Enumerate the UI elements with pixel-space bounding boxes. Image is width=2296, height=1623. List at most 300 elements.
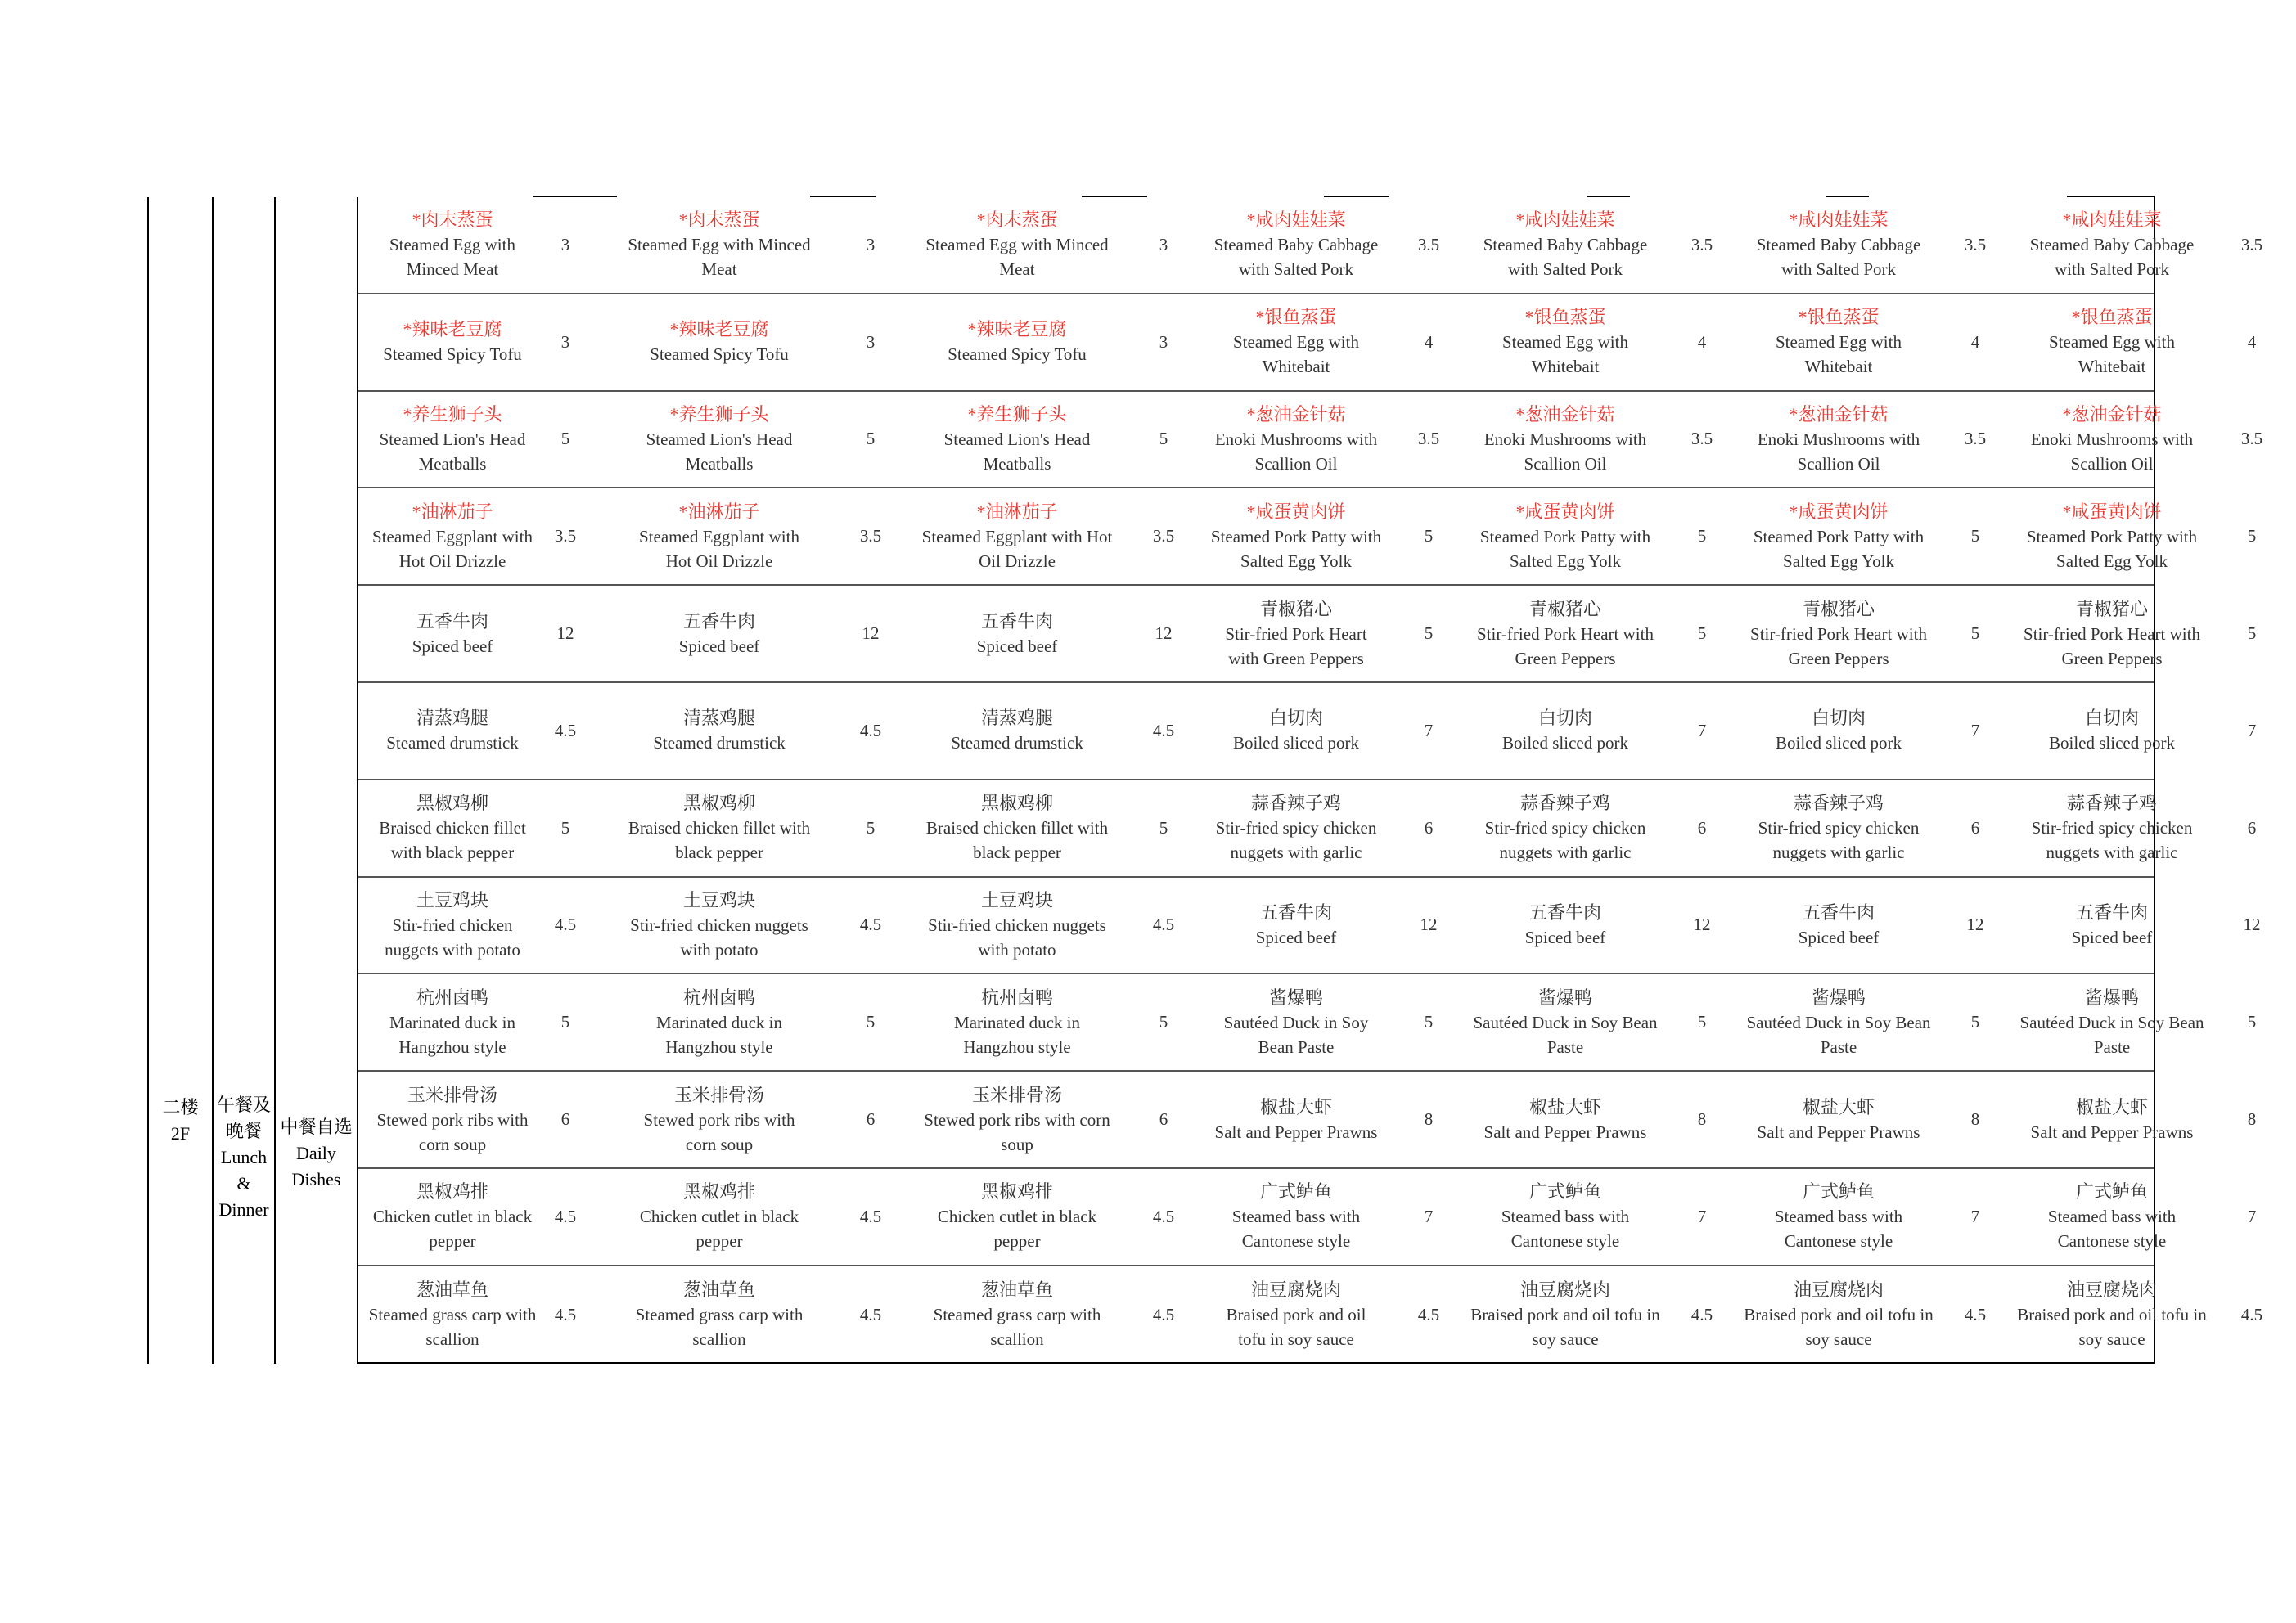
table-row [358,780,2257,878]
dish-name-en: Paste [2093,1036,2131,1057]
dish-name-en: Steamed Egg with Minced [628,235,811,255]
dish-price: 4.5 [554,1304,577,1324]
dish-price: 7 [1970,1206,1980,1226]
dish-name-en: Meatballs [685,453,754,474]
dish-price: 5 [560,1012,570,1032]
dish-price: 4.5 [1152,915,1175,935]
dish-name-en: Steamed Egg with Minced [925,235,1109,255]
dish-cell [1180,488,1412,584]
dish-name-zh: 葱油草鱼 [416,1279,488,1301]
dish-name-en: Scallion Oil [1254,453,1338,474]
dish-cell [584,974,854,1070]
dish-name-en: corn soup [685,1134,754,1154]
dish-price: 4.5 [1417,1304,1440,1324]
dish-cell [358,586,547,681]
dish-cell [1992,1169,2232,1265]
dish-price: 4 [1697,331,1707,352]
dish-cell [1180,197,1412,293]
dish-cell [1718,392,1959,488]
dish-price: 3.5 [2240,429,2263,449]
dish-cell [1992,488,2232,584]
dish-name-zh: 油豆腐烧肉 [2066,1279,2157,1301]
dish-price: 12 [556,623,574,644]
dish-price: 7 [1697,720,1707,740]
dish-name-en: with Salted Pork [1239,259,1353,280]
dish-cell [1992,1072,2232,1167]
dish-name-en: Steamed Pork Patty with [1479,526,1651,546]
dish-name-en: Green Peppers [1515,648,1616,668]
dish-name-en: Spiced beef [976,636,1058,656]
dish-name-en: Paste [1820,1036,1857,1057]
table-row [358,586,2257,683]
dish-price: 4.5 [554,1206,577,1226]
dish-price: 5 [1159,817,1168,838]
dish-cell [1718,1072,1959,1167]
category-label-en2: Dishes [291,1169,341,1189]
dish-name-zh: *葱油金针菇 [1789,403,1889,425]
dish-price: 12 [1155,623,1173,644]
dish-price: 12 [2243,915,2261,935]
dish-price: 5 [1697,623,1707,644]
dish-cell [1445,586,1686,681]
dish-price: 5 [2247,1012,2257,1032]
dish-cell [1445,1169,1686,1265]
meal-label [214,1088,274,1227]
dish-name-en: pepper [993,1231,1041,1252]
dish-price: 3 [560,331,570,352]
dish-name-zh: 椒盐大虾 [1259,1096,1332,1117]
dish-name-zh: *油淋茄子 [678,501,760,522]
dish-price: 5 [1970,1012,1980,1032]
dish-name-en: Sautéed Duck in Soy Bean [1746,1012,1931,1032]
dish-cell [887,1072,1147,1167]
dish-name-en: Spiced beef [412,636,493,656]
dish-name-zh: *葱油金针菇 [2062,403,2162,425]
table-row [358,878,2261,975]
dish-price: 6 [560,1109,570,1130]
dish-cell [584,780,854,876]
dish-cell [1718,683,1959,779]
dish-name-zh: 广式鲈鱼 [1259,1181,1332,1203]
dish-name-zh: 五香牛肉 [2075,901,2148,923]
dish-cell [1445,197,1686,293]
dish-name-zh: 白切肉 [2084,708,2139,729]
dish-name-en: Steamed Baby Cabbage [1483,235,1648,255]
dish-name-en: with potato [680,939,759,960]
dish-cell [1992,586,2232,681]
dish-name-en: Whitebait [1531,357,1600,377]
dish-cell [358,392,547,488]
dish-name-en: Steamed grass carp with [933,1305,1101,1325]
dish-name-en: nuggets with garlic [2046,843,2178,863]
dish-cell [887,294,1147,390]
dish-name-zh: 黑椒鸡排 [416,1181,488,1203]
dish-name-zh: *银鱼蒸蛋 [1798,307,1880,328]
dish-cell [887,780,1147,876]
dish-name-en: Stir-fried spicy chicken [1484,818,1646,838]
dish-name-en: Enoki Mushrooms with [1483,429,1647,449]
dish-name-en: corn soup [418,1134,487,1154]
dish-name-zh: 青椒猪心 [1528,598,1601,619]
dish-name-en: Steamed Lion's Head [646,429,793,449]
dish-name-en: Steamed bass with [1501,1207,1630,1227]
table-row [358,974,2257,1072]
dish-cell [1718,780,1959,876]
dish-cell [1992,878,2232,973]
dish-price: 4.5 [554,915,577,935]
meal-label-en1: Lunch [220,1147,268,1167]
dish-price: 3.5 [1964,429,1987,449]
category-label-zh: 中餐自选 [280,1117,353,1137]
dish-name-zh: 玉米排骨汤 [407,1084,497,1105]
dish-name-en: Spiced beef [1798,927,1880,947]
dish-name-en: Steamed Pork Patty with [1210,526,1382,546]
dish-name-en: Enoki Mushrooms with [1214,429,1378,449]
dish-price: 5 [866,817,876,838]
dish-name-zh: 五香牛肉 [980,610,1053,632]
dish-name-en: Oil Drizzle [979,551,1056,571]
dish-price: 3 [1159,331,1168,352]
dish-cell [1992,392,2232,488]
dish-price: 6 [2247,817,2257,838]
dish-cell [887,974,1147,1070]
dish-cell [1992,683,2232,779]
dish-name-en: Salted Egg Yolk [1240,551,1352,571]
dish-name-zh: *油淋茄子 [412,501,493,522]
dish-name-en: Hangzhou style [665,1036,773,1057]
dish-name-zh: *葱油金针菇 [1246,403,1346,425]
dish-name-zh: 蒜香辣子鸡 [2066,793,2157,814]
dish-name-en: with black pepper [390,843,515,863]
dish-price: 6 [1970,817,1980,838]
dish-name-en: Hangzhou style [963,1036,1071,1057]
dish-name-en: Salt and Pepper Prawns [1757,1122,1920,1142]
dish-price: 3.5 [554,526,577,546]
dish-name-en: pepper [696,1231,743,1252]
dish-name-en: Braised pork and oil tofu in [2017,1305,2207,1325]
dish-name-zh: 酱爆鸭 [1811,987,1866,1008]
dish-cell [1180,974,1412,1070]
dish-name-zh: *辣味老豆腐 [403,319,502,340]
dish-price: 7 [2247,1206,2257,1226]
category-label [276,1113,357,1194]
dish-cell [584,1072,854,1167]
dish-cell [1180,878,1412,973]
dish-name-en: Spiced beef [2071,927,2153,947]
dish-cell [584,586,854,681]
dish-price: 12 [862,623,880,644]
dish-price: 5 [1424,623,1434,644]
dish-name-zh: *油淋茄子 [976,501,1058,522]
dish-name-en: Hot Oil Drizzle [398,551,506,571]
dish-name-en: with Salted Pork [1508,259,1623,280]
dish-name-en: scallion [425,1329,479,1350]
dish-cell [1445,683,1686,779]
dish-cell [1718,1266,1959,1364]
dish-name-en: Steamed grass carp with [368,1305,537,1325]
dish-name-zh: 土豆鸡块 [416,889,488,910]
dish-name-zh: *葱油金针菇 [1515,403,1615,425]
dish-cell [1992,294,2232,390]
dish-name-en: Stir-fried Pork Heart with [2024,623,2200,644]
dish-name-en: nuggets with garlic [1499,843,1632,863]
dish-price: 5 [1970,623,1980,644]
dish-price: 3.5 [1690,234,1713,254]
dish-name-en: black pepper [675,843,763,863]
dish-cell [1992,1266,2232,1364]
dish-name-en: Marinated duck in [954,1012,1080,1032]
dish-name-en: Stir-fried Pork Heart with [1477,623,1654,644]
dish-name-zh: 椒盐大虾 [2075,1096,2148,1117]
dish-name-en: Boiled sliced pork [2049,733,2175,753]
dish-name-en: Meatballs [983,453,1051,474]
dish-name-zh: 黑椒鸡排 [980,1181,1053,1203]
dish-name-zh: *养生狮子头 [403,403,502,425]
dish-price: 3 [866,331,876,352]
dish-name-en: with Salted Pork [2055,259,2169,280]
dish-name-zh: 蒜香辣子鸡 [1250,793,1341,814]
dish-name-en: Braised pork and oil [1226,1305,1366,1325]
dish-cell [1718,294,1959,390]
dish-cell [584,392,854,488]
dish-name-zh: 五香牛肉 [416,610,488,632]
dish-cell [358,197,547,293]
dish-name-en: Steamed Lion's Head [379,429,526,449]
dish-name-en: Spiced beef [1524,927,1606,947]
dish-cell [358,1169,547,1265]
dish-name-en: Steamed Egg with [1502,332,1628,353]
dish-cell [1992,197,2232,293]
dish-name-en: Steamed Egg with [1233,332,1359,353]
dish-name-zh: 青椒猪心 [1802,598,1875,619]
dish-price: 4.5 [2240,1304,2263,1324]
dish-cell [358,1266,547,1364]
dish-name-en: nuggets with garlic [1772,843,1905,863]
dish-cell [1718,1169,1959,1265]
dish-name-en: Salt and Pepper Prawns [1483,1122,1647,1142]
dish-cell [1180,392,1412,488]
dish-name-zh: 五香牛肉 [682,610,755,632]
dish-name-en: Steamed Egg with [389,235,515,255]
dish-name-en: Whitebait [1262,357,1330,377]
dish-name-en: Salted Egg Yolk [2056,551,2168,571]
dish-name-en: Chicken cutlet in black [937,1207,1097,1227]
dish-name-en: Sautéed Duck in Soy [1223,1012,1369,1032]
dish-name-zh: 广式鲈鱼 [1528,1181,1601,1203]
dish-name-en: Cantonese style [1784,1231,1893,1252]
dish-cell [1180,294,1412,390]
dish-cell [887,488,1147,584]
dish-name-en: soy sauce [2078,1329,2145,1350]
dish-price: 3 [560,234,570,254]
dish-price: 4.5 [1152,1206,1175,1226]
dish-name-zh: 黑椒鸡柳 [682,793,755,814]
dish-name-en: Steamed Eggplant with [372,526,533,546]
dish-name-en: Chicken cutlet in black [372,1207,533,1227]
dish-name-en: Cantonese style [1241,1231,1351,1252]
meal-label-zh1: 午餐及 [216,1095,271,1115]
dish-name-en: Scallion Oil [1797,453,1880,474]
dish-name-zh: 广式鲈鱼 [1802,1181,1875,1203]
dish-price: 3.5 [1690,429,1713,449]
dish-name-zh: 广式鲈鱼 [2075,1181,2148,1203]
dish-name-en: Stir-fried chicken nuggets [928,915,1106,935]
dish-name-zh: 蒜香辣子鸡 [1793,793,1884,814]
dish-name-zh: 油豆腐烧肉 [1519,1279,1610,1301]
dish-price: 12 [1693,915,1711,935]
dish-name-zh: *养生狮子头 [967,403,1067,425]
dish-price: 4 [2247,331,2257,352]
dish-cell [584,294,854,390]
dish-name-zh: *养生狮子头 [669,403,769,425]
dish-name-zh: 土豆鸡块 [980,889,1053,910]
dish-name-en: Spiced beef [1255,927,1337,947]
dish-name-en: soy sauce [1532,1329,1599,1350]
dish-name-en: Minced Meat [406,259,499,280]
dish-name-en: Sautéed Duck in Soy Bean [1473,1012,1658,1032]
dish-name-en: nuggets with potato [385,939,520,960]
dish-cell [358,878,547,973]
dish-price: 4 [1970,331,1980,352]
dish-price: 12 [1966,915,1984,935]
left-border-rule [147,197,149,1364]
dish-name-zh: *咸肉娃娃菜 [1515,209,1615,231]
table-row [358,197,2263,294]
dish-price: 8 [1697,1109,1707,1130]
dish-name-en: Braised chicken fillet with [925,818,1109,838]
dish-name-zh: 玉米排骨汤 [971,1084,1062,1105]
dish-name-en: Steamed Baby Cabbage [2029,235,2195,255]
dish-name-zh: 玉米排骨汤 [673,1084,764,1105]
dish-price: 7 [1424,1206,1434,1226]
dish-price: 7 [1970,720,1980,740]
dish-price: 4.5 [859,1304,882,1324]
dish-cell [887,683,1147,779]
dish-name-en: Steamed bass with [1231,1207,1361,1227]
dish-price: 6 [1159,1109,1168,1130]
dish-price: 3 [866,234,876,254]
dish-name-en: Stir-fried chicken nuggets [630,915,808,935]
dish-cell [358,974,547,1070]
dish-name-en: Hot Oil Drizzle [665,551,773,571]
dish-name-en: Steamed Eggplant with [639,526,799,546]
dish-name-en: Braised pork and oil tofu in [1470,1305,1660,1325]
dish-name-zh: 青椒猪心 [1259,598,1332,619]
dish-name-en: Boiled sliced pork [1502,733,1628,753]
dish-name-en: with Green Peppers [1228,648,1364,668]
dish-cell [1992,780,2232,876]
meal-label-zh2: 晚餐 [225,1121,262,1141]
dish-name-zh: *咸蛋黄肉饼 [1515,501,1615,522]
dish-name-zh: *肉末蒸蛋 [412,209,493,231]
dish-name-zh: 杭州卤鸭 [416,987,488,1008]
dish-cell [1718,197,1959,293]
dish-name-en: scallion [990,1329,1044,1350]
dish-price: 5 [2247,623,2257,644]
dish-name-en: Salt and Pepper Prawns [1214,1122,1378,1142]
dish-name-zh: *银鱼蒸蛋 [2071,307,2153,328]
dish-name-zh: 椒盐大虾 [1528,1096,1601,1117]
dish-cell [1445,780,1686,876]
dish-name-en: Stir-fried Pork Heart with [1750,623,1927,644]
dish-price: 4.5 [1152,720,1175,740]
dish-price: 8 [2247,1109,2257,1130]
dish-name-en: Paste [1546,1036,1584,1057]
dish-name-zh: *肉末蒸蛋 [976,209,1058,231]
dish-name-en: Steamed Egg with [1776,332,1902,353]
dish-name-en: Steamed Egg with [2049,332,2175,353]
dish-price: 5 [1424,1012,1434,1032]
dish-name-en: Salted Egg Yolk [1510,551,1621,571]
table-row [358,392,2263,489]
dish-name-zh: 土豆鸡块 [682,889,755,910]
dish-cell [358,294,547,390]
dish-name-en: Braised chicken fillet [379,818,526,838]
dish-name-en: Stewed pork ribs with [643,1109,795,1130]
dish-name-zh: 油豆腐烧肉 [1250,1279,1341,1301]
dish-price: 5 [1970,526,1980,546]
dish-name-en: Enoki Mushrooms with [1757,429,1920,449]
dish-name-zh: 清蒸鸡腿 [980,708,1053,729]
dish-name-en: nuggets with garlic [1230,843,1362,863]
dish-price: 4.5 [554,720,577,740]
meal-label-en2: & [236,1173,251,1194]
dish-cell [1445,974,1686,1070]
dish-name-zh: 五香牛肉 [1528,901,1601,923]
dish-name-en: Boiled sliced pork [1233,733,1359,753]
dish-cell [887,878,1147,973]
dish-name-en: Boiled sliced pork [1776,733,1902,753]
dish-name-zh: *银鱼蒸蛋 [1524,307,1606,328]
dish-name-zh: 酱爆鸭 [1537,987,1592,1008]
dish-name-en: Bean Paste [1258,1036,1335,1057]
dish-price: 5 [560,429,570,449]
dish-cell [1718,974,1959,1070]
dish-name-en: Green Peppers [1788,648,1889,668]
dish-price: 5 [866,1012,876,1032]
dish-price: 5 [866,429,876,449]
dish-name-en: soup [1001,1134,1033,1154]
dish-cell [887,1169,1147,1265]
dish-name-zh: *咸肉娃娃菜 [1789,209,1889,231]
dish-name-zh: 黑椒鸡柳 [980,793,1053,814]
dish-price: 3.5 [859,526,882,546]
dish-cell [1180,683,1412,779]
dish-cell [887,586,1147,681]
dish-price: 3.5 [1417,429,1440,449]
dish-name-en: Stir-fried Pork Heart [1225,623,1367,644]
dish-price: 3.5 [1152,526,1175,546]
dish-cell [584,1266,854,1364]
dish-name-zh: 清蒸鸡腿 [682,708,755,729]
dish-name-zh: *咸蛋黄肉饼 [1246,501,1346,522]
dish-name-en: Steamed Baby Cabbage [1213,235,1379,255]
dish-cell [358,1072,547,1167]
dish-cell [887,1266,1147,1364]
dish-name-en: Stir-fried spicy chicken [2031,818,2193,838]
dish-name-zh: 酱爆鸭 [1268,987,1323,1008]
dish-name-en: Braised chicken fillet with [628,818,811,838]
dish-name-en: Steamed Spicy Tofu [650,344,789,365]
floor-label-zh: 二楼 [162,1097,199,1117]
dish-name-zh: *辣味老豆腐 [669,319,769,340]
dish-name-en: Steamed drumstick [951,733,1083,753]
dish-name-en: Whitebait [1804,357,1873,377]
dish-cell [1992,974,2232,1070]
dish-price: 8 [1424,1109,1434,1130]
dish-name-en: Cantonese style [1510,1231,1620,1252]
dish-cell [887,197,1147,293]
